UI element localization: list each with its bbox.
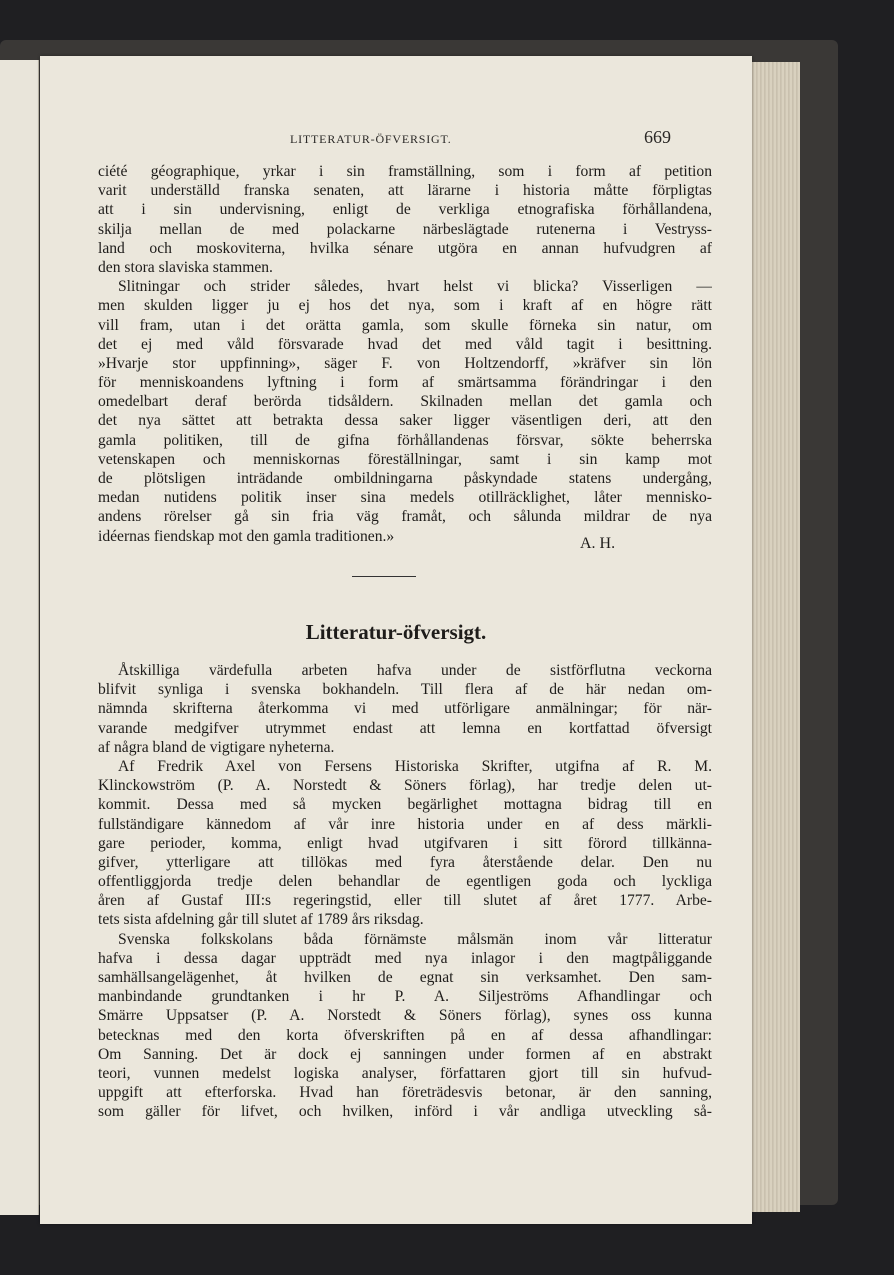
text-line: nämnda skrifterna återkomma vi med utförligare anmälningar; för när- [98,700,712,718]
literature-review-text [98,661,712,1122]
text-line: Svenska folkskolans båda förnämste målsmän inom vår litteratur [118,930,712,948]
text-line: vetenskapen och menniskornas föreställningar, samt i sin kamp mot [98,450,712,468]
text-line: land och moskoviterna, hvilka sénare utgöra en annan hufvudgren af [98,239,712,257]
text-line: samhällsangelägenhet, åt hvilken de egnat sin verksamhet. Den sam- [98,969,712,986]
page-number: 669 [644,127,671,147]
text-line: de plötsligen inträdande ombildningarna påskyndade statens undergång, [98,470,712,487]
section-heading: Litteratur-öfversigt. [305,620,487,644]
author-signature: A. H. [580,535,616,552]
text-line: vill fram, utan i det orätta gamla, som skulle förneka sin natur, om [98,316,712,334]
text-line: tets sista afdelning går till slutet af 1789 års riksdag. [98,911,424,929]
text-line: manbindande grundtanken i hr P. A. Siljeströms Afhandlingar och [98,988,712,1006]
text-line: det ej med våld försvarade hvad det med våld tagit i besittning. [98,335,712,353]
text-line: Slitningar och strider således, hvart helst vi blicka? Visserligen — [118,278,712,296]
article-ending-text [98,162,712,546]
text-line: af några bland de vigtigare nyheterna. [98,738,335,756]
text-line: Åtskilliga värdefulla arbeten hafva under de sistförflutna veckorna [118,662,712,679]
text-line: det nya sättet att betrakta dessa saker ligger väsentligen deri, att den [98,412,712,430]
text-line: gamla politiken, till de gifna förhållandenas försvar, sökte beherrska [98,431,712,449]
text-line: »Hvarje stor uppfinning», säger F. von Holtzendorff, »kräfver sin lön [98,354,712,372]
text-line: varit underställd franska senaten, att lärarne i historia måtte förpligtas [98,182,712,200]
text-line: för menniskoandens lyftning i form af smärtsamma förändringar i den [98,374,712,392]
running-title: LITTERATUR-ÖFVERSIGT. [290,132,452,146]
text-line: andens rörelser gå sin fria väg framåt, och sålunda mildrar de nya [98,508,712,526]
book-page [40,56,752,1224]
text-line: gare perioder, komma, enligt hvad utgifvaren i sitt förord tillkänna- [98,834,712,852]
section-divider [352,576,416,577]
text-line: ciété géographique, yrkar i sin framställning, som i form af petition [98,163,712,180]
text-line: Om Sanning. Det är dock ej sanningen under formen af en abstrakt [98,1045,712,1063]
text-line: Af Fredrik Axel von Fersens Historiska Skrifter, utgifna af R. M. [118,757,712,775]
text-line: skilja mellan de med polackarne närbeslägtade rutenerna i Vestryss- [98,220,712,238]
text-line: som gäller för lifvet, och hvilken, införd i vår andliga utveckling så- [98,1103,712,1121]
text-line: teori, vunnen medelst logiska analyser, författaren gjort till sin hufvud- [98,1064,712,1082]
text-line: åren af Gustaf III:s regeringstid, eller till slutet af året 1777. Arbe- [98,892,712,910]
text-line: gifver, ytterligare att tillökas med fyra återstående delar. Den nu [98,853,712,871]
text-line: offentliggjorda tredje delen behandlar de egentligen goda och lyckliga [98,873,712,891]
text-line: hafva i dessa dagar uppträdt med nya inlagor i den magtpåliggande [98,949,712,967]
text-line: idéernas fiendskap mot den gamla traditionen.» [98,527,395,545]
text-line: Klinckowström (P. A. Norstedt & Söners förlag), har tredje delen ut- [98,777,712,795]
text-line: kommit. Dessa med så mycken begärlighet mottagna bidrag till en [98,796,712,814]
text-line: varande medgifver utrymmet endast att lemna en kortfattad öfversigt [98,719,712,737]
text-line: medan nutidens politik inser sina medels otillräcklighet, låter mennisko- [98,489,712,507]
text-line: men skulden ligger ju ej hos det nya, som i kraft af en högre rätt [98,297,712,315]
text-line: betecknas med den korta öfverskriften på en af dessa afhandlingar: [98,1026,712,1044]
text-line: Smärre Uppsatser (P. A. Norstedt & Söners förlag), synes oss kunna [98,1007,712,1025]
text-line: fullständigare kännedom af vår inre historia under en af dess märkli- [98,815,712,833]
text-line: omedelbart deraf berörda tidsåldern. Skilnaden mellan det gamla och [98,393,712,411]
text-line: uppgift att efterforska. Hvad han företrädesvis betonar, är den sanning, [98,1084,712,1102]
text-line: att i sin undervisning, enligt de verkliga etnografiska förhållandena, [98,201,712,219]
facing-page-edge [0,60,39,1215]
text-line: blifvit synliga i svenska bokhandeln. Till flera af de här nedan om- [98,681,712,699]
text-line: den stora slaviska stammen. [98,258,273,276]
